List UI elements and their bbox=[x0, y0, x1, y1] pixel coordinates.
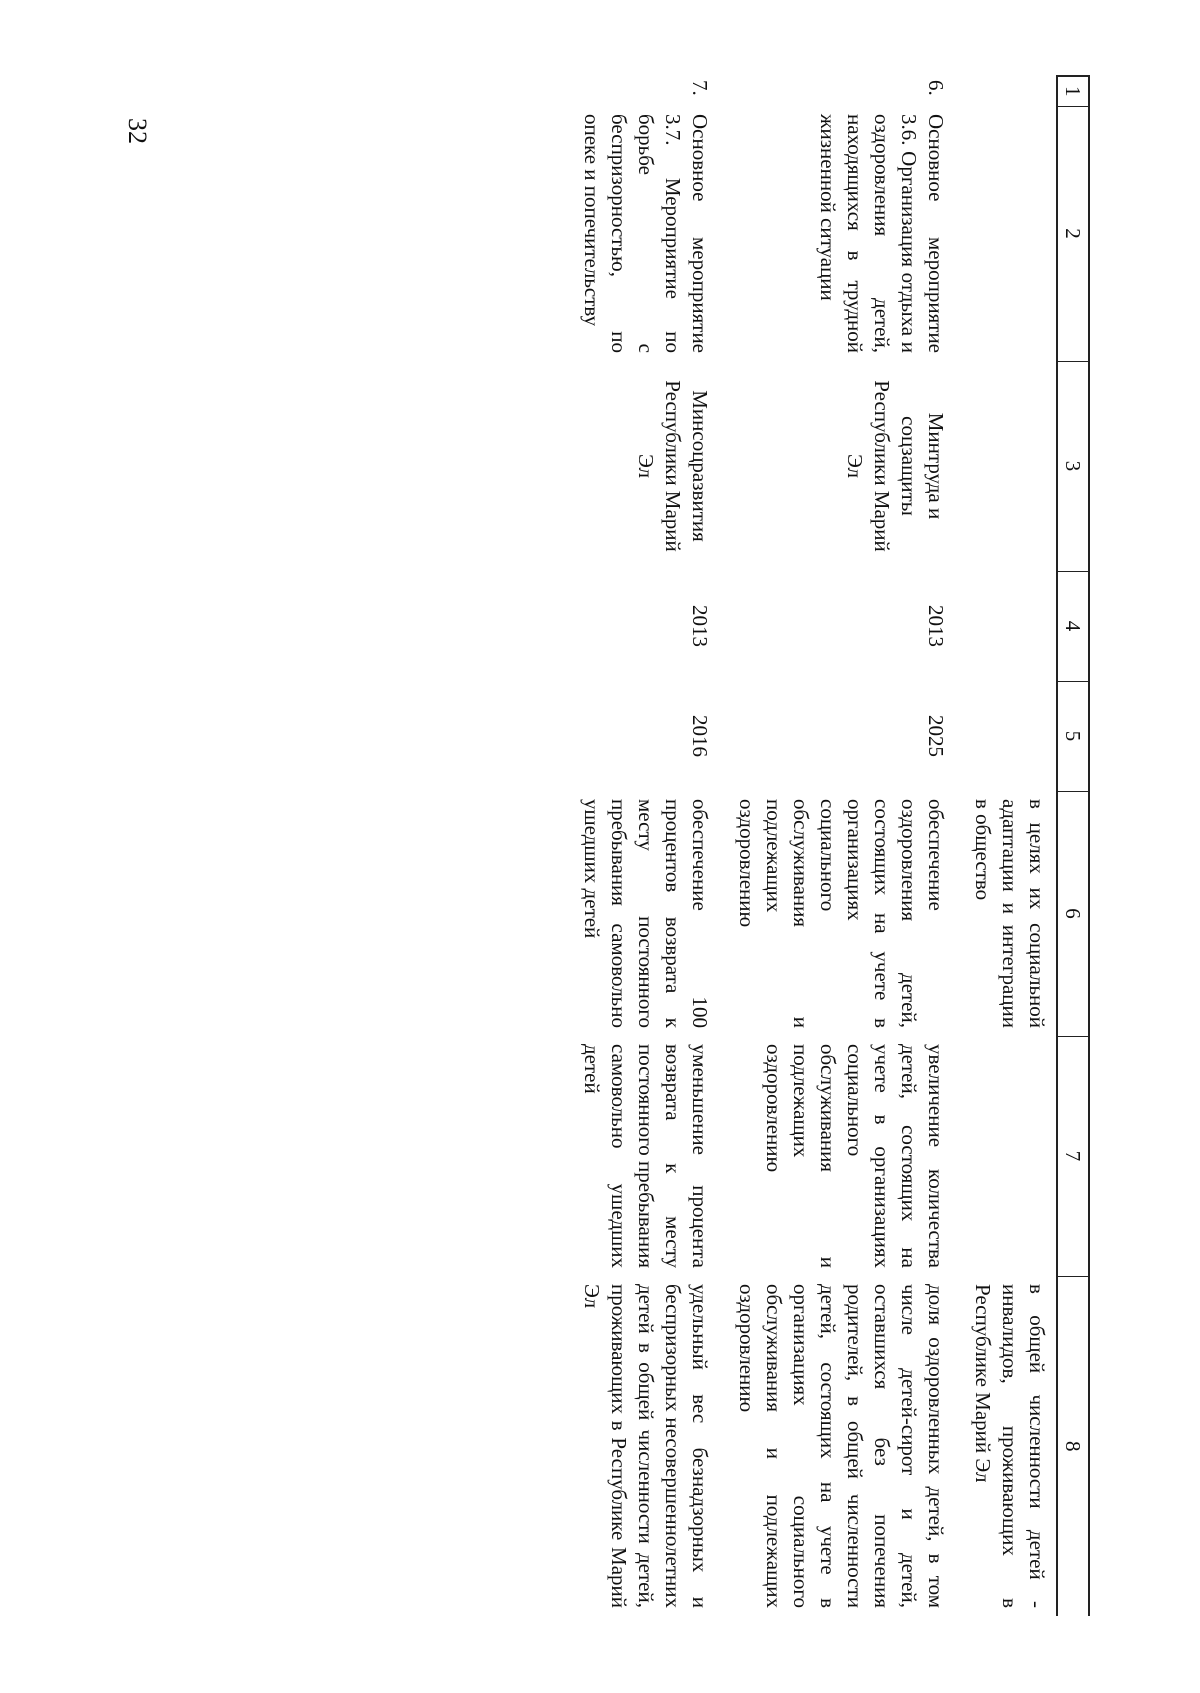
consequence-cell: увеличение количества детей, состоящих на учете в организациях социального обслуживания и подлежащих оздоровлению bbox=[762, 1044, 948, 1268]
row-number: 6. bbox=[924, 80, 948, 96]
header-col-7: 7 bbox=[1057, 1036, 1089, 1276]
indicator-cell: доля оздоровленных детей, в том числе детей-сирот и детей, оставшихся без попечения родителей, в общей численности детей, состоящих на учете в организациях социального обслуживания и подлежащих оздоровлению bbox=[735, 1284, 948, 1608]
start-year-cell: 2013 bbox=[688, 605, 712, 647]
event-cell: Основное мероприятие 3.7. Мероприятие по борьбе с беспризорностью, по опеке и попечительству bbox=[580, 114, 712, 353]
consequence-cell: уменьшение процента возврата к месту постоянного пребывания самовольно ушедших детей bbox=[580, 1044, 712, 1269]
header-col-6: 6 bbox=[1057, 791, 1089, 1036]
header-col-5: 5 bbox=[1057, 681, 1089, 791]
header-col-4: 4 bbox=[1057, 571, 1089, 681]
page-number: 32 bbox=[123, 118, 152, 144]
table-row bbox=[564, 76, 719, 1616]
executor-cell: Минтруда и соцзащиты Республики Марий Эл bbox=[843, 380, 948, 552]
end-year-cell: 2025 bbox=[924, 715, 948, 757]
continuation-indicator: в общей численности детей - инвалидов, проживающих в Республике Марий Эл bbox=[971, 1284, 1049, 1608]
executor-cell: Минсоцразвития Республики Марий Эл bbox=[634, 380, 712, 552]
row-number: 7. bbox=[688, 80, 712, 96]
program-table bbox=[564, 75, 1090, 1616]
end-year-cell: 2016 bbox=[688, 715, 712, 757]
result-cell: обеспечение 100 процентов возврата к месту постоянного пребывания самовольно ушедших детей bbox=[580, 799, 712, 1028]
program-table-sheet bbox=[564, 75, 1090, 1615]
continuation-row bbox=[955, 76, 1057, 1616]
header-col-8: 8 bbox=[1057, 1276, 1089, 1616]
start-year-cell: 2013 bbox=[924, 605, 948, 647]
result-cell: обеспечение оздоровления детей, состоящих на учете в организациях социального обслуживания и подлежащих оздоровлению bbox=[735, 799, 948, 1028]
header-col-1: 1 bbox=[1057, 76, 1089, 106]
event-cell: Основное мероприятие 3.6. Организация отдыха и оздоровления детей, находящихся в трудной жизненной ситуации bbox=[816, 114, 948, 353]
continuation-result: в целях их социальной адаптации и интеграции в общество bbox=[971, 799, 1049, 1028]
indicator-cell: удельный вес безнадзорных и беспризорных несовершеннолетних детей в общей численности детей, проживающих в Республике Марий Эл bbox=[580, 1284, 712, 1608]
header-col-2: 2 bbox=[1057, 106, 1089, 361]
header-row bbox=[1057, 76, 1089, 1616]
header-col-3: 3 bbox=[1057, 361, 1089, 571]
table-row bbox=[719, 76, 955, 1616]
